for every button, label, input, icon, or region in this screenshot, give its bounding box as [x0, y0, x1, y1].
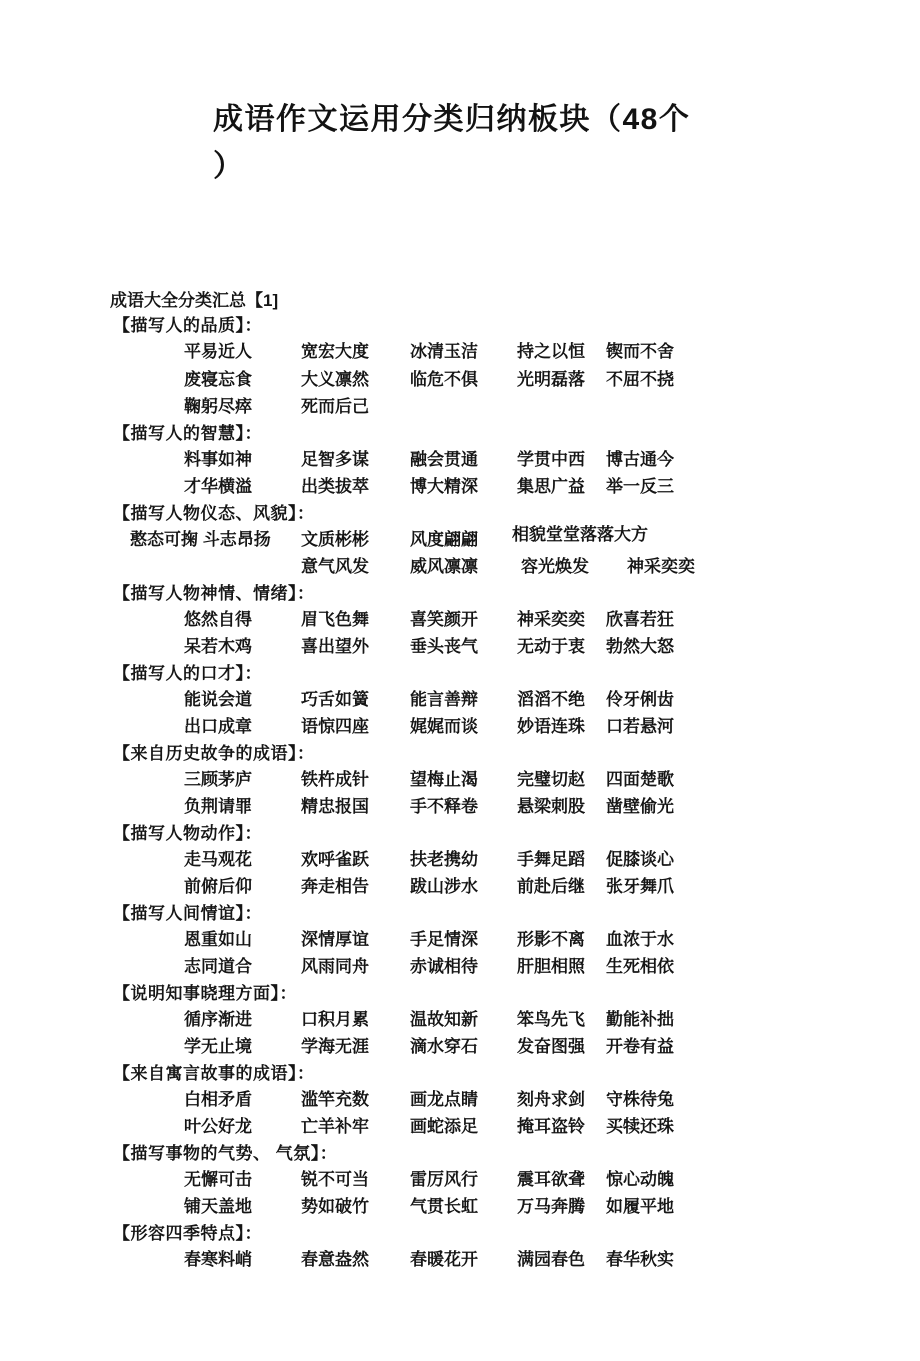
idiom-cell: 画蛇添足: [410, 1117, 478, 1136]
page-title-line-2: ）: [213, 150, 245, 183]
idiom-cell: 意气风发: [301, 557, 369, 576]
section-heading-line: [0, 1061, 920, 1086]
idiom-cell: 学贯中西: [517, 449, 585, 469]
idiom-cell: 巧舌如簧: [301, 689, 369, 709]
idiom-cell: 守株待兔: [606, 1089, 674, 1109]
idiom-cell: 春寒料峭: [184, 1249, 252, 1269]
idiom-cell: 春意盎然: [301, 1249, 369, 1269]
idiom-row: [0, 366, 920, 394]
idiom-cell: 铁杵成针: [301, 769, 369, 789]
idiom-cell: 能说会道: [184, 689, 252, 709]
idiom-row: [0, 873, 920, 901]
idiom-cell: 精忠报国: [301, 797, 369, 816]
idiom-row: [0, 606, 920, 634]
idiom-cell: 喜出望外: [301, 637, 369, 656]
idiom-cell: 滔滔不绝: [517, 689, 585, 709]
idiom-cell: 锐不可当: [301, 1169, 369, 1189]
idiom-cell: 完璧切赵: [517, 769, 585, 789]
idiom-cell: 冰清玉洁: [410, 342, 478, 361]
section-heading-line: [0, 313, 920, 338]
idiom-cell: 平易近人: [184, 342, 252, 361]
idiom-cell: 白相矛盾: [184, 1089, 252, 1109]
idiom-row: [0, 473, 920, 501]
section-heading-line: [0, 981, 920, 1006]
idiom-cell: 勤能补拙: [606, 1009, 674, 1029]
section-heading: 【描写人物仪态、风貌】：: [113, 503, 315, 523]
idiom-cell: 手足情深: [410, 929, 478, 949]
idiom-cell: 语惊四座: [301, 717, 369, 736]
idiom-cell: 凿壁偷光: [606, 797, 674, 816]
idiom-cell: 大义凛然: [301, 369, 369, 389]
idiom-cell: 扶老携幼: [410, 849, 478, 869]
idiom-cell: 奔走相告: [301, 877, 369, 896]
section-heading: 【来自寓言故事的成语】：: [113, 1063, 315, 1083]
idiom-cell: 负荆请罪: [184, 797, 252, 816]
idiom-cell: 融会贯通: [410, 449, 478, 469]
idiom-cell: 张牙舞爪: [606, 877, 674, 896]
idiom-cell: 勃然大怒: [606, 637, 674, 656]
idiom-row: [0, 846, 920, 874]
idiom-cell: 画龙点睛: [410, 1089, 478, 1109]
idiom-row: [0, 1166, 920, 1194]
idiom-cell: 无动于衷: [517, 637, 585, 656]
idiom-cell: 能言善辩: [410, 689, 478, 709]
idiom-cell: 妙语连珠: [517, 717, 585, 736]
idiom-row: [0, 1006, 920, 1034]
idiom-row: [0, 1193, 920, 1221]
idiom-cell: 神采奕奕: [627, 557, 695, 576]
list-title-line: [0, 288, 920, 313]
idiom-row: [0, 446, 920, 474]
idiom-row: [0, 793, 920, 821]
idiom-cell: 不屈不挠: [606, 369, 674, 389]
section-heading-line: [0, 901, 920, 926]
idiom-cell: 望梅止渴: [410, 769, 478, 789]
section-heading-line: [0, 821, 920, 846]
idiom-cell: 铺天盖地: [184, 1197, 252, 1216]
idiom-cell: 前俯后仰: [184, 877, 252, 896]
idiom-cell: 买犊还珠: [606, 1117, 674, 1136]
idiom-cell: 生死相依: [606, 957, 674, 976]
idiom-cell: 喜笑颜开: [410, 609, 478, 629]
section-heading: 【来自历史故争的成语】：: [113, 743, 315, 763]
content-flow: [0, 288, 920, 1273]
section-heading: 【形容四季特点】：: [113, 1223, 262, 1243]
list-title: 成语大全分类汇总【1]: [110, 291, 279, 310]
section-heading-line: [0, 741, 920, 766]
idiom-row: [0, 953, 920, 981]
idiom-cell: 滴水穿石: [410, 1037, 478, 1056]
idiom-cell: 志同道合: [184, 957, 252, 976]
idiom-cell: 废寝忘食: [184, 369, 252, 389]
idiom-cell: 刻舟求剑: [517, 1089, 585, 1109]
idiom-cell: 足智多谋: [301, 449, 369, 469]
idiom-cell: 集思广益: [517, 477, 585, 496]
idiom-cell: 无懈可击: [184, 1169, 252, 1189]
section-heading-line: [0, 1141, 920, 1166]
idiom-row: [0, 686, 920, 714]
idiom-cell: 肝胆相照: [517, 957, 585, 976]
idiom-row: [0, 1246, 920, 1274]
idiom-cell: 春暖花开: [410, 1249, 478, 1269]
section-heading: 【描写事物的气势、 气氛】：: [113, 1143, 338, 1163]
idiom-cell: 料事如神: [184, 449, 252, 469]
section-heading: 【描写人的智慧】：: [113, 423, 262, 443]
idiom-cell: 宽宏大度: [301, 342, 369, 361]
section-heading: 【描写人物神情、情绪】：: [113, 583, 315, 603]
idiom-row: [0, 526, 920, 554]
idiom-cell: 伶牙俐齿: [606, 689, 674, 709]
idiom-cell: 憨态可掬 斗志昂扬: [130, 529, 271, 549]
section-heading: 【描写人的口才】：: [113, 663, 262, 683]
idiom-cell: 循序渐进: [184, 1009, 252, 1029]
section-heading-line: [0, 421, 920, 446]
idiom-cell: 威风凛凛: [410, 557, 478, 576]
section-heading: 【描写人的品质】：: [113, 316, 262, 335]
idiom-row: [0, 926, 920, 954]
idiom-row: [0, 1086, 920, 1114]
idiom-cell: 血浓于水: [606, 929, 674, 949]
idiom-cell: 出类拔萃: [301, 477, 369, 496]
idiom-row: [0, 393, 920, 421]
idiom-cell: 死而后己: [301, 397, 369, 416]
idiom-cell: 举一反三: [606, 477, 674, 496]
idiom-cell: 光明磊落: [517, 369, 585, 389]
section-heading-line: [0, 1221, 920, 1246]
idiom-cell: 悠然自得: [184, 609, 252, 629]
idiom-cell: 深情厚谊: [301, 929, 369, 949]
idiom-cell: 气贯长虹: [410, 1197, 478, 1216]
idiom-cell: 出口成章: [184, 717, 252, 736]
section-heading: 【说明知事晓理方面】：: [113, 983, 297, 1003]
idiom-cell: 如履平地: [606, 1197, 674, 1216]
idiom-cell: 神采奕奕: [517, 609, 585, 629]
idiom-cell: 温故知新: [410, 1009, 478, 1029]
idiom-row: [0, 633, 920, 661]
section-heading-line: [0, 661, 920, 686]
idiom-cell: 三顾茅庐: [184, 769, 252, 789]
page-title: [213, 96, 690, 190]
idiom-row: [0, 338, 920, 366]
idiom-cell: 赤诚相待: [410, 957, 478, 976]
idiom-cell: 呆若木鸡: [184, 637, 252, 656]
idiom-cell: 风雨同舟: [301, 957, 369, 976]
page-title-line-1: 成语作文运用分类归纳板块（48个: [213, 103, 691, 136]
idiom-cell: 走马观花: [184, 849, 252, 869]
idiom-cell: 叶公好龙: [184, 1117, 252, 1136]
idiom-cell: 眉飞色舞: [301, 609, 369, 629]
section-heading-line: [0, 501, 920, 526]
idiom-row: [0, 766, 920, 794]
idiom-row: [0, 1113, 920, 1141]
idiom-cell: 悬梁刺股: [517, 797, 585, 816]
idiom-cell: 势如破竹: [301, 1197, 369, 1216]
idiom-cell: 才华横溢: [184, 477, 252, 496]
idiom-cell: 锲而不舍: [606, 342, 674, 361]
idiom-cell: 跋山涉水: [410, 877, 478, 896]
idiom-cell: 亡羊补牢: [301, 1117, 369, 1136]
idiom-cell: 春华秋实: [606, 1249, 674, 1269]
idiom-cell: 学海无涯: [301, 1037, 369, 1056]
idiom-cell: 滥竿充数: [301, 1089, 369, 1109]
section-heading-line: [0, 581, 920, 606]
idiom-cell: 鞠躬尽瘁: [184, 397, 252, 416]
idiom-cell: 欢呼雀跃: [301, 849, 369, 869]
idiom-row: [0, 553, 920, 581]
idiom-row: [0, 1033, 920, 1061]
idiom-cell: 学无止境: [184, 1037, 252, 1056]
idiom-cell: 容光焕发: [521, 557, 589, 576]
idiom-cell: 形影不离: [517, 929, 585, 949]
idiom-cell: 万马奔腾: [517, 1197, 585, 1216]
idiom-cell: 惊心动魄: [606, 1169, 674, 1189]
idiom-cell: 促膝谈心: [606, 849, 674, 869]
section-heading: 【描写人间情谊】：: [113, 903, 262, 923]
idiom-cell: 恩重如山: [184, 929, 252, 949]
idiom-cell: 掩耳盗铃: [517, 1117, 585, 1136]
idiom-cell: 博大精深: [410, 477, 478, 496]
idiom-cell: 文质彬彬: [301, 529, 369, 549]
section-heading: 【描写人物动作】：: [113, 823, 262, 843]
idiom-cell: 风度翩翩: [410, 529, 478, 549]
idiom-cell: 开卷有益: [606, 1037, 674, 1056]
idiom-cell: 博古通今: [606, 449, 674, 469]
idiom-cell: 欣喜若狂: [606, 609, 674, 629]
idiom-cell: 持之以恒: [517, 342, 585, 361]
idiom-cell: 相貌堂堂落落大方: [512, 524, 648, 544]
idiom-cell: 四面楚歌: [606, 769, 674, 789]
idiom-cell: 口若悬河: [606, 717, 674, 736]
idiom-cell: 震耳欲聋: [517, 1169, 585, 1189]
idiom-cell: 雷厉风行: [410, 1169, 478, 1189]
idiom-cell: 笨鸟先飞: [517, 1009, 585, 1029]
idiom-cell: 前赴后继: [517, 877, 585, 896]
idiom-row: [0, 713, 920, 741]
idiom-cell: 发奋图强: [517, 1037, 585, 1056]
idiom-cell: 满园春色: [517, 1249, 585, 1269]
idiom-cell: 临危不俱: [410, 369, 478, 389]
idiom-cell: 手舞足蹈: [517, 849, 585, 869]
idiom-cell: 娓娓而谈: [410, 717, 478, 736]
idiom-cell: 口积月累: [301, 1009, 369, 1029]
idiom-cell: 手不释卷: [410, 797, 478, 816]
idiom-cell: 垂头丧气: [410, 637, 478, 656]
